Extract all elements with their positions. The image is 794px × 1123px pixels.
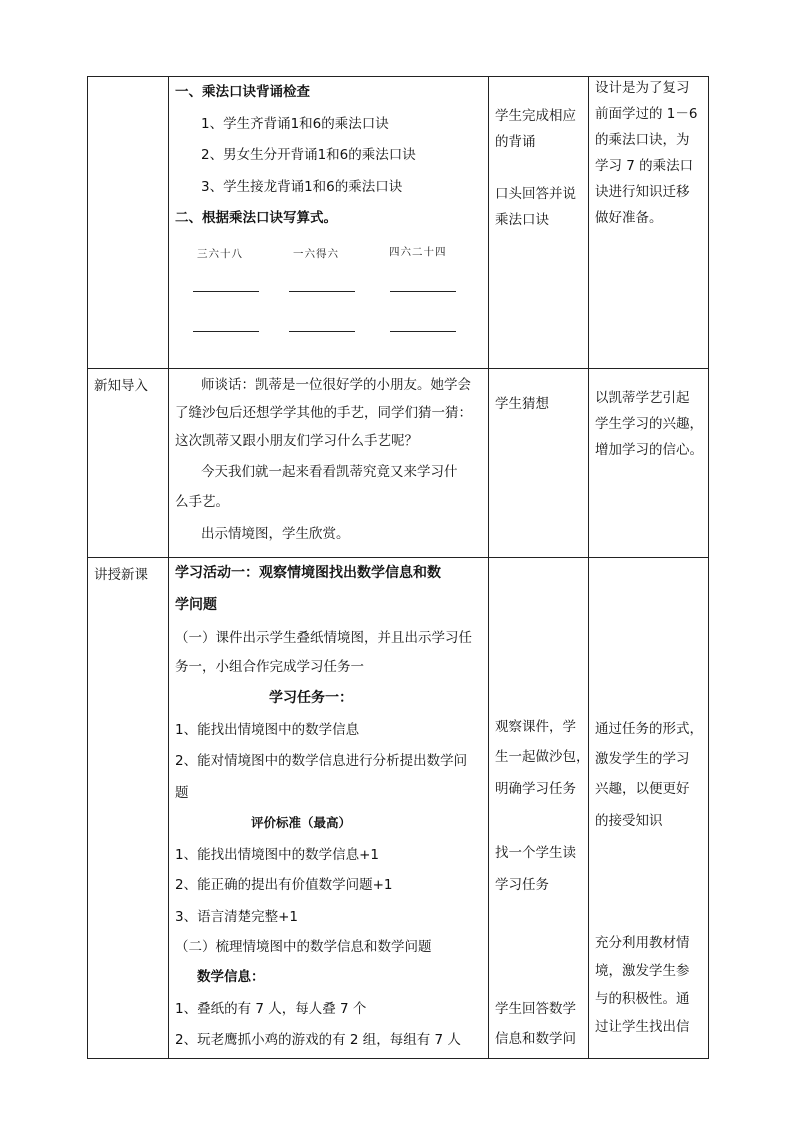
student-text: 口头回答并说 xyxy=(495,186,576,202)
intent-cell-intro xyxy=(589,369,709,558)
student-text: 学习任务 xyxy=(495,877,549,893)
table-row-review xyxy=(88,77,709,369)
rhyme-3: 四六二十四 xyxy=(389,246,447,258)
recite-item-3: 3、学生接龙背诵1和6的乘法口诀 xyxy=(201,179,403,195)
student-text: 明确学习任务 xyxy=(495,781,576,797)
recite-item-2: 2、男女生分开背诵1和6的乘法口诀 xyxy=(201,147,416,163)
section-heading-write: 二、根据乘法口诀写算式。 xyxy=(175,210,337,226)
intent-text: 学习 7 的乘法口 xyxy=(595,158,694,174)
student-text: 学生猜想 xyxy=(495,396,549,412)
table-row-new-lesson xyxy=(88,558,709,1059)
intent-text: 过让学生找出信 xyxy=(595,1019,690,1035)
rhyme-2: 一六得六 xyxy=(293,248,339,260)
info-title: 数学信息： xyxy=(197,969,265,985)
intent-text: 做好准备。 xyxy=(595,210,663,226)
task-intro-text: （一）课件出示学生叠纸情境图，并且出示学习任 xyxy=(175,630,472,646)
intent-text: 的乘法口诀，为 xyxy=(595,132,690,148)
content-cell-review xyxy=(169,77,489,369)
intro-text: 师谈话：凯蒂是一位很好学的小朋友。她学会 xyxy=(201,377,471,393)
intent-text: 与的积极性。通 xyxy=(595,991,690,1007)
student-text: 学生完成相应 xyxy=(495,108,576,124)
intent-text: 学生学习的兴趣， xyxy=(595,416,703,432)
student-text: 生一起做沙包， xyxy=(495,749,590,765)
stage-cell-intro xyxy=(88,369,169,558)
answer-blank xyxy=(390,331,456,332)
intent-cell-review xyxy=(589,77,709,369)
info-item: 2、玩老鹰抓小鸡的游戏的有 2 组，每组有 7 人 xyxy=(175,1032,461,1048)
criteria-item: 1、能找出情境图中的数学信息+1 xyxy=(175,847,379,863)
criteria-item: 2、能正确的提出有价值数学问题+1 xyxy=(175,877,393,893)
student-text: 的背诵 xyxy=(495,134,536,150)
student-text: 乘法口诀 xyxy=(495,212,549,228)
intent-text: 的接受知识 xyxy=(595,813,663,829)
intent-text: 前面学过的 1－6 xyxy=(595,106,698,122)
intro-text: 么手艺。 xyxy=(175,494,229,510)
stage-cell-review xyxy=(88,77,169,369)
intent-text: 诀进行知识迁移 xyxy=(595,184,690,200)
intent-text: 增加学习的信心。 xyxy=(595,442,703,458)
info-item: 1、叠纸的有 7 人，每人叠 7 个 xyxy=(175,1001,367,1017)
student-cell-intro xyxy=(489,369,589,558)
answer-blank xyxy=(289,291,355,292)
intent-text: 以凯蒂学艺引起 xyxy=(595,390,690,406)
section-heading-recite: 一、乘法口诀背诵检查 xyxy=(175,84,310,100)
lesson-plan-table xyxy=(87,76,709,1059)
task-title: 学习任务一： xyxy=(269,690,353,706)
stage-cell-new-lesson xyxy=(88,558,169,1059)
task-item: 1、能找出情境图中的数学信息 xyxy=(175,722,360,738)
student-cell-new-lesson xyxy=(489,558,589,1059)
intent-text: 通过任务的形式， xyxy=(595,721,703,737)
criteria-item: 3、语言清楚完整+1 xyxy=(175,909,298,925)
student-cell-review xyxy=(489,77,589,369)
stage-label: 新知导入 xyxy=(94,378,148,394)
answer-blank xyxy=(390,291,456,292)
activity-heading: 学问题 xyxy=(175,597,217,613)
table-row-intro xyxy=(88,369,709,558)
intro-text: 出示情境图，学生欣赏。 xyxy=(201,526,350,542)
sort-intro-text: （二）梳理情境图中的数学信息和数学问题 xyxy=(175,939,432,955)
intent-text: 境，激发学生参 xyxy=(595,963,690,979)
criteria-title: 评价标准（最高） xyxy=(251,815,352,830)
intent-text: 充分利用教材情 xyxy=(595,935,690,951)
rhyme-1: 三六十八 xyxy=(197,248,243,260)
task-intro-text: 务一，小组合作完成学习任务一 xyxy=(175,659,364,675)
intent-cell-new-lesson xyxy=(589,558,709,1059)
task-item: 题 xyxy=(175,785,189,801)
intent-text: 兴趣，以便更好 xyxy=(595,781,690,797)
answer-blank xyxy=(193,331,259,332)
student-text: 找一个学生读 xyxy=(495,845,576,861)
intro-text: 这次凯蒂又跟小朋友们学习什么手艺呢？ xyxy=(175,433,418,449)
student-text: 学生回答数学 xyxy=(495,1001,576,1017)
stage-label: 讲授新课 xyxy=(94,567,148,583)
student-text: 观察课件，学 xyxy=(495,719,576,735)
student-text: 信息和数学问 xyxy=(495,1031,576,1047)
intent-text: 激发学生的学习 xyxy=(595,751,690,767)
answer-blank xyxy=(193,291,259,292)
activity-heading: 学习活动一：观察情境图找出数学信息和数 xyxy=(175,565,441,581)
task-item: 2、能对情境图中的数学信息进行分析提出数学问 xyxy=(175,753,468,769)
recite-item-1: 1、学生齐背诵1和6的乘法口诀 xyxy=(201,116,389,132)
intro-text: 了缝沙包后还想学学其他的手艺，同学们猜一猜： xyxy=(175,405,472,421)
intro-text: 今天我们就一起来看看凯蒂究竟又来学习什 xyxy=(201,464,458,480)
content-cell-intro xyxy=(169,369,489,558)
content-cell-new-lesson xyxy=(169,558,489,1059)
answer-blank xyxy=(289,331,355,332)
intent-text: 设计是为了复习 xyxy=(595,80,690,96)
